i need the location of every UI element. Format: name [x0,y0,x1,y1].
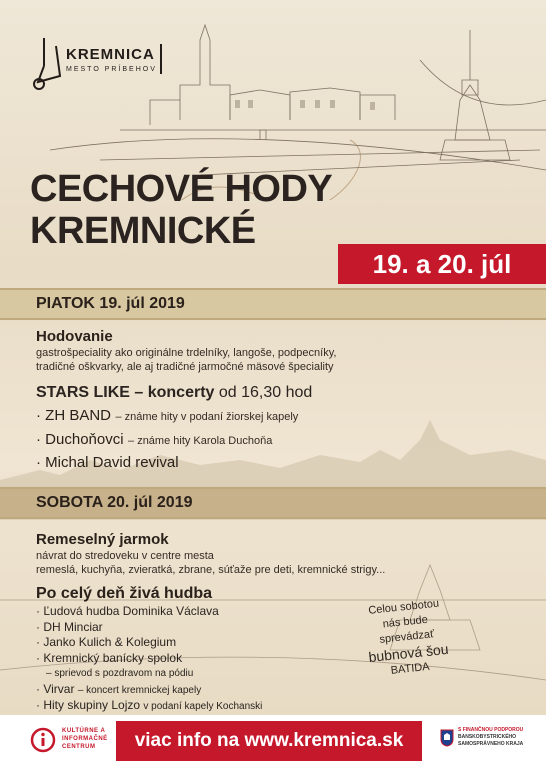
footer [0,715,546,769]
band-name: Duchoňovci [45,431,124,448]
friday-bar [0,288,546,320]
list-item: · Virvar – koncert kremnickej kapely [36,681,202,696]
info-center-label: KULTÚRNE A INFORMAČNÉ CENTRUM [62,728,108,750]
market-line-1: návrat do stredoveku v centre mesta [36,550,214,562]
logo-divider [160,44,162,74]
market-line-2: remeslá, kuchyňa, zvieratká, zbrane, súťaže pre deti, kremnické strigy... [36,564,386,576]
band-row: · ZH BAND – známe hity v podaní žiorskej kapely [36,407,299,424]
event-title [30,168,332,252]
band-desc: – známe hity v podaní žiorskej kapely [115,411,299,423]
website-link[interactable]: viac info na www.kremnica.sk [116,721,422,761]
list-item: · Janko Kulich & Kolegium [36,635,177,649]
concert-section [36,384,312,402]
batida-note: Celou sobotou nás bude sprevádzať bubnová šou BATIDA [367,597,450,677]
date-badge: 19. a 20. júl [338,244,546,284]
band-desc: – známe hity Karola Duchoňa [128,435,273,447]
market-title: Remeselný jarmok [36,531,169,548]
saturday-heading: SOBOTA 20. júl 2019 [36,494,193,511]
list-item: · Kremnický banícky spolok [36,650,183,665]
feast-line-2: tradičné oškvarky, ale aj tradičné jarmočné mäsové špeciality [36,361,334,373]
friday-heading: PIATOK 19. júl 2019 [36,295,185,312]
logo-subtitle: MESTO PRÍBEHOV [66,66,157,73]
band-name: ZH BAND [45,407,112,424]
title-line-1: CECHOVÉ HODY [30,168,333,210]
info-center-icon [30,727,56,753]
band-name: Michal David revival [45,454,179,471]
band-row: · Duchoňovci – známe hity Karola Duchoňa [36,431,273,448]
band-row: · Michal David revival [36,454,179,471]
region-support-label: S FINANČNOU PODPOROU BANSKOBYSTRICKÉHO SAMOSPRÁVNEHO KRAJA [458,727,524,747]
feast-title: Hodovanie [36,328,113,345]
title-line-2: KREMNICKÉ [30,210,256,252]
logo-name: KREMNICA [66,46,155,63]
saturday-bar [0,487,546,519]
list-item: · Ľudová hudba Dominika Václava [36,604,219,618]
feast-line-1: gastrošpeciality ako originálne trdelníky, langoše, podpecníky, [36,347,337,359]
region-crest-icon [440,729,454,747]
list-item: · DH Minciar [36,619,103,634]
list-item: · Hity skupiny Lojzo v podaní kapely Kochanski [36,698,263,712]
music-section [36,585,212,603]
concert-time: od 16,30 hod [218,384,313,401]
list-item: – sprievod s pozdravom na pódiu [46,668,194,679]
music-list [36,604,262,715]
music-title: Po celý deň živá hudba [36,585,213,602]
kremnica-logo [30,36,180,96]
kremnica-logo-mark-icon [30,36,64,94]
feast-section [36,328,336,374]
market-section [36,531,385,577]
concert-title: STARS LIKE – koncerty [36,384,215,401]
